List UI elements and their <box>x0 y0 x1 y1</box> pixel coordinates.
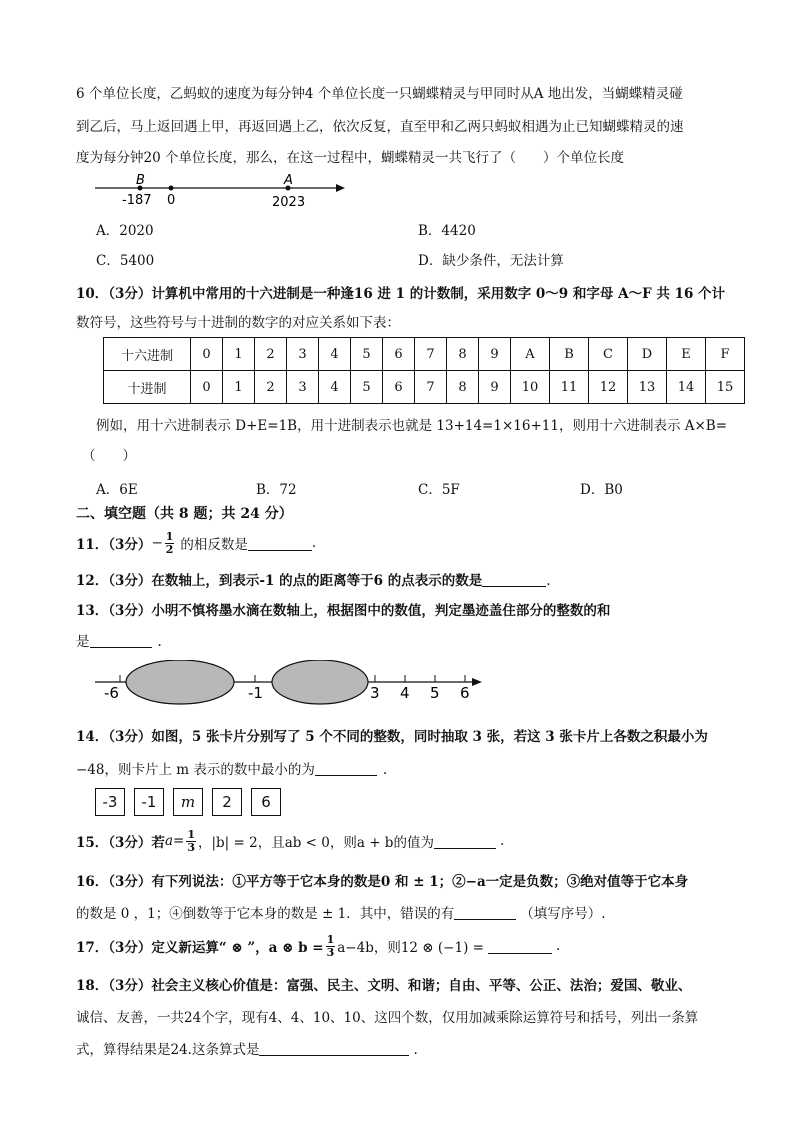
table-cell: 0 <box>191 338 223 371</box>
q15 <box>76 826 504 856</box>
section-title: 二、填空题（共 8 题；共 24 分） <box>76 506 293 522</box>
card: -3 <box>95 788 125 816</box>
q13-answer-blank[interactable] <box>90 633 152 648</box>
table-cell: 3 <box>287 338 319 371</box>
q17-denominator: 3 <box>326 945 335 959</box>
tick-label: 3 <box>370 684 380 702</box>
q10-text: 10．（3分）计算机中常用的十六进制是一种逢16 进 1 的计数制，采用数字 0～9 和字母 A～F 共 16 个计 <box>76 286 726 302</box>
ink-blot-left <box>126 660 234 704</box>
point-zero <box>169 186 174 191</box>
table-cell: C <box>589 338 628 371</box>
q11-answer-blank[interactable] <box>248 536 312 551</box>
q9-number-line <box>90 170 350 210</box>
q10-line1 <box>76 282 725 302</box>
q12-end: . <box>546 573 551 589</box>
table-cell: 2 <box>255 371 287 404</box>
q16-answer-blank[interactable] <box>454 905 516 920</box>
q15-rest: ，|b| = 2，且ab < 0，则a + b的值为 <box>197 835 434 851</box>
table-cell: E <box>667 338 706 371</box>
label-a: A <box>284 173 293 188</box>
q17-prefix: 17．（3分）定义新运算“ ⊗ ”，a ⊗ b = <box>76 940 324 956</box>
q16-line1: 16．（3分）有下列说法：①平方等于它本身的数是0 和 ± 1；②−a一定是负数；③绝对值等于它本身 <box>76 874 689 890</box>
q9-option-b: B．4420 <box>418 223 476 239</box>
q9-line2: 到乙后，马上返回遇上甲，再返回遇上乙，依次反复，直至甲和乙两只蚂蚁相遇为止已知蝴蝶精灵的速 <box>76 119 684 135</box>
q18-text: 式，算得结果是24.这条算式是 <box>76 1042 260 1058</box>
q18-line2: 诚信、友善，一共24个字，现有4、4、10、10、这四个数，仅用加减乘除运算符号和括号，列出一条算 <box>76 1010 699 1026</box>
table-cell: 4 <box>319 371 351 404</box>
card: m <box>173 788 203 816</box>
table-cell: 2 <box>255 338 287 371</box>
tick-label: 4 <box>400 684 410 702</box>
q9-option-c: C．5400 <box>96 253 155 269</box>
q15-prefix: 15．（3分）若 <box>76 835 165 851</box>
q17-end: . <box>555 938 561 954</box>
table-row <box>104 338 745 371</box>
card: 2 <box>212 788 242 816</box>
q11-fraction <box>165 531 175 556</box>
q18-line1: 18．（3分）社会主义核心价值是：富强、民主、文明、和谐；自由、平等、公正、法治；爱国、敬业、 <box>76 978 692 994</box>
table-cell: 6 <box>383 371 415 404</box>
table-cell: 5 <box>351 338 383 371</box>
card: 6 <box>251 788 281 816</box>
q15-denominator: 3 <box>187 840 195 854</box>
tick-label: -6 <box>104 684 119 702</box>
table-cell: B <box>550 338 589 371</box>
q14-text: −48，则卡片上 m 表示的数中最小的为 <box>76 762 315 778</box>
table-cell: D <box>628 338 667 371</box>
q14-end: . <box>382 762 388 778</box>
q12-answer-blank[interactable] <box>482 572 546 587</box>
q10-line3: 例如，用十六进制表示 D+E=1B，用十进制表示也就是 13+14=1×16+11，则用十六进制表示 A×B= <box>96 418 728 434</box>
q12-text: 12．（3分）在数轴上，到表示-1 的点的距离等于6 的点表示的数是 <box>76 573 483 589</box>
table-cell: 9 <box>479 371 511 404</box>
table-cell: 15 <box>706 371 745 404</box>
q16-text: 的数是 0 ，1；④倒数等于它本身的数是 ± 1．其中，错误的有 <box>76 906 455 922</box>
q15-numerator: 1 <box>187 827 195 841</box>
q15-end: . <box>499 833 505 849</box>
label-b: B <box>136 173 145 188</box>
q13-prefix: 是 <box>76 634 90 650</box>
q18-answer-blank[interactable] <box>259 1041 409 1056</box>
table-cell: 1 <box>223 371 255 404</box>
q10-line2: 数符号，这些符号与十进制的数字的对应关系如下表： <box>76 315 400 331</box>
ink-blot-right <box>272 660 368 704</box>
table-cell: 4 <box>319 338 351 371</box>
table-row <box>104 371 745 404</box>
table-cell: 3 <box>287 371 319 404</box>
table-cell: 0 <box>191 371 223 404</box>
table-cell: 12 <box>589 371 628 404</box>
q17 <box>76 930 560 962</box>
q15-answer-blank[interactable] <box>434 834 496 849</box>
q18-line3 <box>76 1038 418 1058</box>
hex-table <box>103 337 745 404</box>
q17-rest: a−4b，则12 ⊗ (−1) = <box>337 940 484 956</box>
table-cell: 11 <box>550 371 589 404</box>
q18-end: . <box>413 1042 418 1058</box>
q17-fraction <box>326 934 336 959</box>
q13-line1: 13．（3分）小明不慎将墨水滴在数轴上，根据图中的数值，判定墨迹盖住部分的整数的和 <box>76 603 611 619</box>
q16-line2 <box>76 902 606 922</box>
q13-line2 <box>76 630 162 650</box>
table-header: 十进制 <box>104 371 191 404</box>
q10-option-a: A．6E <box>96 482 138 498</box>
table-cell: F <box>706 338 745 371</box>
q15-fraction <box>186 829 196 854</box>
table-cell: 14 <box>667 371 706 404</box>
table-cell: A <box>511 338 550 371</box>
q14-line1: 14．（3分）如图，5 张卡片分别写了 5 个不同的整数，同时抽取 3 张，若这 3 张卡片上各数之积最小为 <box>76 729 708 745</box>
q9-option-d: D．缺少条件，无法计算 <box>418 253 564 269</box>
q17-numerator: 1 <box>326 932 335 946</box>
q11-denominator: 2 <box>165 542 174 556</box>
table-cell: 13 <box>628 371 667 404</box>
table-cell: 7 <box>415 338 447 371</box>
q16-end: （填写序号）. <box>520 906 606 922</box>
q10-line4: （ ） <box>82 448 136 464</box>
q17-answer-blank[interactable] <box>488 939 552 954</box>
tick-label: -1 <box>248 684 263 702</box>
table-cell: 7 <box>415 371 447 404</box>
q15-eq: = <box>173 833 185 849</box>
q13-number-line <box>90 660 490 710</box>
table-cell: 1 <box>223 338 255 371</box>
tick-label: 5 <box>430 684 440 702</box>
table-cell: 8 <box>447 371 479 404</box>
q9-option-a: A．2020 <box>96 223 154 239</box>
table-cell: 8 <box>447 338 479 371</box>
val-b: -187 <box>122 193 152 208</box>
val-a: 2023 <box>272 195 306 210</box>
table-cell: 9 <box>479 338 511 371</box>
q12 <box>76 569 551 589</box>
q14-answer-blank[interactable] <box>315 761 377 776</box>
q11-numerator: 1 <box>165 529 174 543</box>
table-cell: 6 <box>383 338 415 371</box>
table-header: 十六进制 <box>104 338 191 371</box>
q11-text: 的相反数是 <box>180 537 248 553</box>
card: -1 <box>134 788 164 816</box>
q13-end: . <box>157 634 162 650</box>
q10-option-d: D．B0 <box>580 482 623 498</box>
q10-option-b: B．72 <box>256 482 297 498</box>
q11-prefix: 11．（3分） <box>76 537 152 553</box>
table-cell: 10 <box>511 371 550 404</box>
q10-option-c: C．5F <box>418 482 460 498</box>
val-zero: 0 <box>167 193 176 208</box>
q9-line1: 6 个单位长度，乙蚂蚁的速度为每分钟4 个单位长度一只蝴蝶精灵与甲同时从A 地出发，当蝴蝶精灵碰 <box>76 86 683 102</box>
table-cell: 5 <box>351 371 383 404</box>
q11-end: . <box>311 535 317 551</box>
tick-label: 6 <box>460 684 470 702</box>
q15-var-a: a <box>164 833 173 849</box>
q11 <box>76 528 316 558</box>
q9-line3: 度为每分钟20 个单位长度，那么，在这一过程中，蝴蝶精灵一共飞行了（ ）个单位长度 <box>76 150 624 166</box>
q14-line2 <box>76 758 387 778</box>
q11-minus: − <box>151 535 163 551</box>
